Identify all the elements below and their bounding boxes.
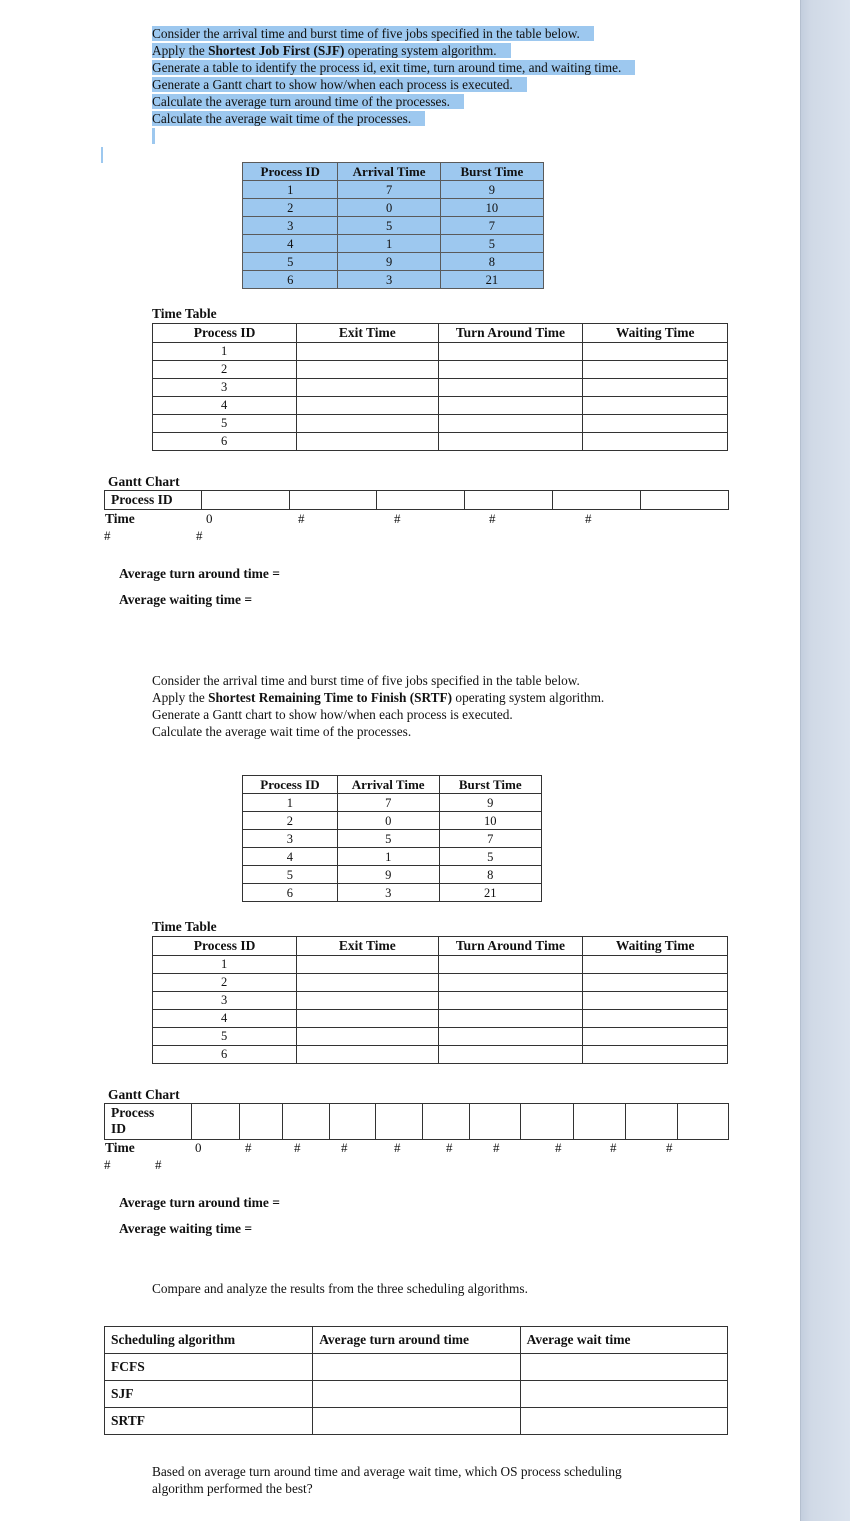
gantt-slot[interactable] [469,1104,470,1139]
gantt-slot[interactable] [191,1104,192,1139]
empty-answer-cell[interactable] [438,361,583,379]
instruction-line [152,672,604,689]
empty-answer-cell[interactable] [438,397,583,415]
gantt-slot[interactable] [282,1104,283,1139]
gantt-slot[interactable] [422,1104,423,1139]
table-cell: 5 [243,253,338,271]
table-header-row [153,324,728,343]
table-row [153,974,728,992]
instruction-text-post: operating system algorithm. [452,690,605,705]
algorithm-name-cell: FCFS [105,1354,313,1381]
table-cell: 5 [243,866,338,884]
instruction-text-pre: Calculate the average wait time of the processes. [152,724,412,739]
instruction-line [152,76,635,93]
gantt-chart-label: Gantt Chart [108,1087,180,1102]
algorithm-name-cell: SJF [105,1381,313,1408]
gantt-time-tick: # [104,528,111,543]
table-header-row [243,163,544,181]
srtf-jobs-table [242,775,542,902]
instruction-text [152,60,635,75]
gantt-slot[interactable] [239,1104,240,1139]
table-cell: 5 [337,830,439,848]
srtf-avg-turnaround: Average turn around time = [119,1195,280,1210]
column-header: Process ID [243,776,338,794]
table-cell: 6 [243,884,338,902]
table-row [243,812,542,830]
empty-answer-cell[interactable] [297,1028,439,1046]
table-cell: 7 [337,794,439,812]
instruction-text-pre: Consider the arrival time and burst time of five jobs specified in the table below. [152,673,580,688]
empty-answer-cell[interactable] [583,956,728,974]
instruction-text-pre: Generate a Gantt chart to show how/when each process is executed. [152,77,513,92]
instruction-text-bold: Shortest Remaining Time to Finish (SRTF) [208,690,453,705]
empty-answer-cell[interactable] [438,1028,583,1046]
empty-answer-cell[interactable] [583,1010,728,1028]
empty-answer-cell[interactable] [297,379,439,397]
sjf-jobs-table [242,162,544,289]
table-cell: 5 [338,217,440,235]
gantt-time-tick: # [341,1140,348,1155]
process-id-cell: 6 [153,433,297,451]
table-row [153,1046,728,1064]
table-row [153,415,728,433]
process-id-cell: 1 [153,343,297,361]
column-header: Turn Around Time [438,324,583,343]
gantt-time-tick: # [245,1140,252,1155]
table-cell: 3 [243,830,338,848]
gantt-time-tick: # [555,1140,562,1155]
process-id-cell: 3 [153,379,297,397]
table-row [153,956,728,974]
empty-answer-cell[interactable] [297,974,439,992]
instruction-text-pre: Apply the [152,690,209,705]
gantt-slot[interactable] [464,491,465,509]
table-row [243,235,544,253]
instruction-text [152,43,511,58]
table-row [105,1408,728,1435]
empty-answer-cell[interactable] [520,1354,727,1381]
instruction-text-pre: Calculate the average turn around time of the processes. [152,94,450,109]
empty-answer-cell[interactable] [583,361,728,379]
process-id-cell: 5 [153,1028,297,1046]
final-question-line1: Based on average turn around time and average wait time, which OS process scheduling [152,1464,622,1479]
column-header: Waiting Time [583,937,728,956]
gantt-slot[interactable] [201,491,202,509]
sjf-time-table [152,323,728,451]
process-id-cell: 6 [153,1046,297,1064]
table-row [243,866,542,884]
table-cell: 0 [338,199,440,217]
sjf-avg-waiting: Average waiting time = [119,592,253,607]
gantt-time-tick: # [298,511,305,526]
table-header-row [153,937,728,956]
column-header: Scheduling algorithm [105,1327,313,1354]
table-row [105,1354,728,1381]
instruction-line [152,706,604,723]
instruction-line [152,110,635,127]
gantt-time-tick: 0 [206,511,213,526]
table-row [243,848,542,866]
time-table-label: Time Table [152,919,217,934]
table-cell: 3 [243,217,338,235]
final-question-line2: algorithm performed the best? [152,1481,313,1496]
table-cell: 2 [243,199,338,217]
instruction-text [152,111,425,126]
table-row [153,343,728,361]
table-cell: 5 [440,235,543,253]
table-row [153,397,728,415]
table-row [153,1028,728,1046]
empty-answer-cell[interactable] [438,956,583,974]
empty-answer-cell[interactable] [297,956,439,974]
gantt-process-label-line1: Process [111,1105,155,1120]
srtf-time-table [152,936,728,1064]
table-cell: 9 [338,253,440,271]
gantt-time-tick: # [104,1157,111,1172]
column-header: Process ID [153,937,297,956]
table-cell: 9 [440,181,543,199]
instruction-line [152,689,604,706]
instruction-line [152,723,604,740]
table-row [153,433,728,451]
empty-answer-cell[interactable] [313,1408,520,1435]
empty-answer-cell[interactable] [297,343,439,361]
column-header: Average wait time [520,1327,727,1354]
table-cell: 2 [243,812,338,830]
gantt-time-label: Time [105,1140,135,1155]
instruction-text [152,690,604,705]
empty-answer-cell[interactable] [583,1028,728,1046]
column-header: Process ID [243,163,338,181]
instruction-text-pre: Generate a Gantt chart to show how/when each process is executed. [152,707,513,722]
gantt-process-id-label [111,1105,154,1137]
empty-answer-cell[interactable] [583,379,728,397]
process-id-cell: 2 [153,361,297,379]
instruction-text [152,77,527,92]
table-cell: 7 [338,181,440,199]
empty-answer-cell[interactable] [438,415,583,433]
gantt-slot[interactable] [677,1104,678,1139]
table-cell: 5 [439,848,541,866]
table-cell: 8 [439,866,541,884]
gantt-time-tick: # [155,1157,162,1172]
instruction-text-bold: Shortest Job First (SJF) [208,43,345,58]
table-row [153,379,728,397]
instruction-text-pre: Generate a table to identify the process id, exit time, turn around time, and waiting time. [152,60,622,75]
table-cell: 8 [440,253,543,271]
process-id-cell: 1 [153,956,297,974]
instruction-line [152,93,635,110]
empty-answer-cell[interactable] [297,361,439,379]
table-row [105,1381,728,1408]
empty-answer-cell[interactable] [438,343,583,361]
empty-answer-cell[interactable] [313,1354,520,1381]
sjf-instructions [152,25,635,127]
gantt-slot[interactable] [289,491,290,509]
instruction-text [152,707,513,722]
empty-answer-cell[interactable] [583,992,728,1010]
gantt-time-label: Time [105,511,135,526]
gantt-slot[interactable] [376,491,377,509]
table-row [153,1010,728,1028]
process-id-cell: 5 [153,415,297,433]
sjf-gantt-chart [104,490,729,510]
column-header: Exit Time [297,937,439,956]
table-row [243,217,544,235]
instruction-text [152,724,411,739]
instruction-text [152,94,464,109]
empty-answer-cell[interactable] [583,343,728,361]
table-row [243,271,544,289]
gantt-time-tick: # [394,1140,401,1155]
empty-answer-cell[interactable] [297,397,439,415]
gantt-time-tick: # [610,1140,617,1155]
gantt-slot[interactable] [375,1104,376,1139]
table-cell: 0 [337,812,439,830]
empty-answer-cell[interactable] [583,1046,728,1064]
time-table-label: Time Table [152,306,217,321]
comparison-table [104,1326,728,1435]
process-id-cell: 2 [153,974,297,992]
empty-answer-cell[interactable] [438,1010,583,1028]
compare-instruction: Compare and analyze the results from the three scheduling algorithms. [152,1281,528,1296]
empty-answer-cell[interactable] [438,433,583,451]
text-caret [101,147,103,163]
empty-answer-cell[interactable] [583,397,728,415]
sjf-avg-turnaround: Average turn around time = [119,566,280,581]
instruction-text [152,26,594,41]
instruction-text-post: operating system algorithm. [344,43,497,58]
column-header: Process ID [153,324,297,343]
empty-answer-cell[interactable] [297,1010,439,1028]
table-cell: 3 [337,884,439,902]
gantt-time-tick: # [446,1140,453,1155]
gantt-slot[interactable] [329,1104,330,1139]
gantt-slot[interactable] [552,491,553,509]
table-row [243,253,544,271]
process-id-cell: 4 [153,1010,297,1028]
gantt-process-id-label: Process ID [111,492,173,507]
empty-answer-cell[interactable] [583,433,728,451]
empty-answer-cell[interactable] [520,1408,727,1435]
column-header: Average turn around time [313,1327,520,1354]
algorithm-name-cell: SRTF [105,1408,313,1435]
empty-answer-cell[interactable] [297,415,439,433]
empty-answer-cell[interactable] [297,1046,439,1064]
table-cell: 7 [439,830,541,848]
column-header: Turn Around Time [438,937,583,956]
table-row [153,992,728,1010]
table-cell: 21 [439,884,541,902]
gantt-slot[interactable] [573,1104,574,1139]
empty-answer-cell[interactable] [438,1046,583,1064]
table-row [243,884,542,902]
table-row [243,830,542,848]
table-header-row [105,1327,728,1354]
table-row [243,794,542,812]
gantt-time-tick: # [489,511,496,526]
empty-answer-cell[interactable] [438,379,583,397]
gantt-slot[interactable] [520,1104,521,1139]
table-cell: 9 [337,866,439,884]
table-cell: 1 [337,848,439,866]
instruction-text-pre: Consider the arrival time and burst time of five jobs specified in the table below. [152,26,580,41]
empty-answer-cell[interactable] [313,1381,520,1408]
gantt-time-tick: # [294,1140,301,1155]
empty-answer-cell[interactable] [438,992,583,1010]
table-cell: 7 [440,217,543,235]
instruction-text [152,673,580,688]
empty-answer-cell[interactable] [583,415,728,433]
table-row [153,361,728,379]
table-row [243,181,544,199]
gantt-process-label-line2: ID [111,1121,127,1136]
table-cell: 1 [243,181,338,199]
table-cell: 10 [440,199,543,217]
column-header: Waiting Time [583,324,728,343]
table-row [243,199,544,217]
instruction-line [152,42,635,59]
table-cell: 6 [243,271,338,289]
gantt-time-tick: # [493,1140,500,1155]
table-cell: 4 [243,235,338,253]
table-header-row [243,776,542,794]
empty-answer-cell[interactable] [297,992,439,1010]
srtf-instructions [152,672,604,740]
gantt-time-tick: 0 [195,1140,202,1155]
empty-answer-cell[interactable] [583,974,728,992]
table-cell: 10 [439,812,541,830]
empty-answer-cell[interactable] [520,1381,727,1408]
table-cell: 9 [439,794,541,812]
gantt-time-tick: # [585,511,592,526]
process-id-cell: 3 [153,992,297,1010]
gantt-chart-label: Gantt Chart [108,474,180,489]
column-header: Exit Time [297,324,439,343]
gantt-time-tick: # [196,528,203,543]
instruction-line [152,59,635,76]
table-cell: 21 [440,271,543,289]
table-cell: 1 [243,794,338,812]
column-header: Burst Time [440,163,543,181]
srtf-gantt-chart [104,1103,729,1140]
empty-answer-cell[interactable] [438,974,583,992]
document-side-scroll-area[interactable] [800,0,850,1521]
gantt-slot[interactable] [640,491,641,509]
table-cell: 1 [338,235,440,253]
final-question [152,1463,622,1497]
column-header: Burst Time [439,776,541,794]
gantt-time-tick: # [394,511,401,526]
column-header: Arrival Time [337,776,439,794]
instruction-line [152,25,635,42]
instruction-text-pre: Apply the [152,43,209,58]
column-header: Arrival Time [338,163,440,181]
gantt-slot[interactable] [625,1104,626,1139]
process-id-cell: 4 [153,397,297,415]
empty-answer-cell[interactable] [297,433,439,451]
gantt-time-tick: # [666,1140,673,1155]
selection-end-marker [152,128,155,144]
instruction-text-pre: Calculate the average wait time of the processes. [152,111,412,126]
srtf-avg-waiting: Average waiting time = [119,1221,253,1236]
table-cell: 4 [243,848,338,866]
table-cell: 3 [338,271,440,289]
